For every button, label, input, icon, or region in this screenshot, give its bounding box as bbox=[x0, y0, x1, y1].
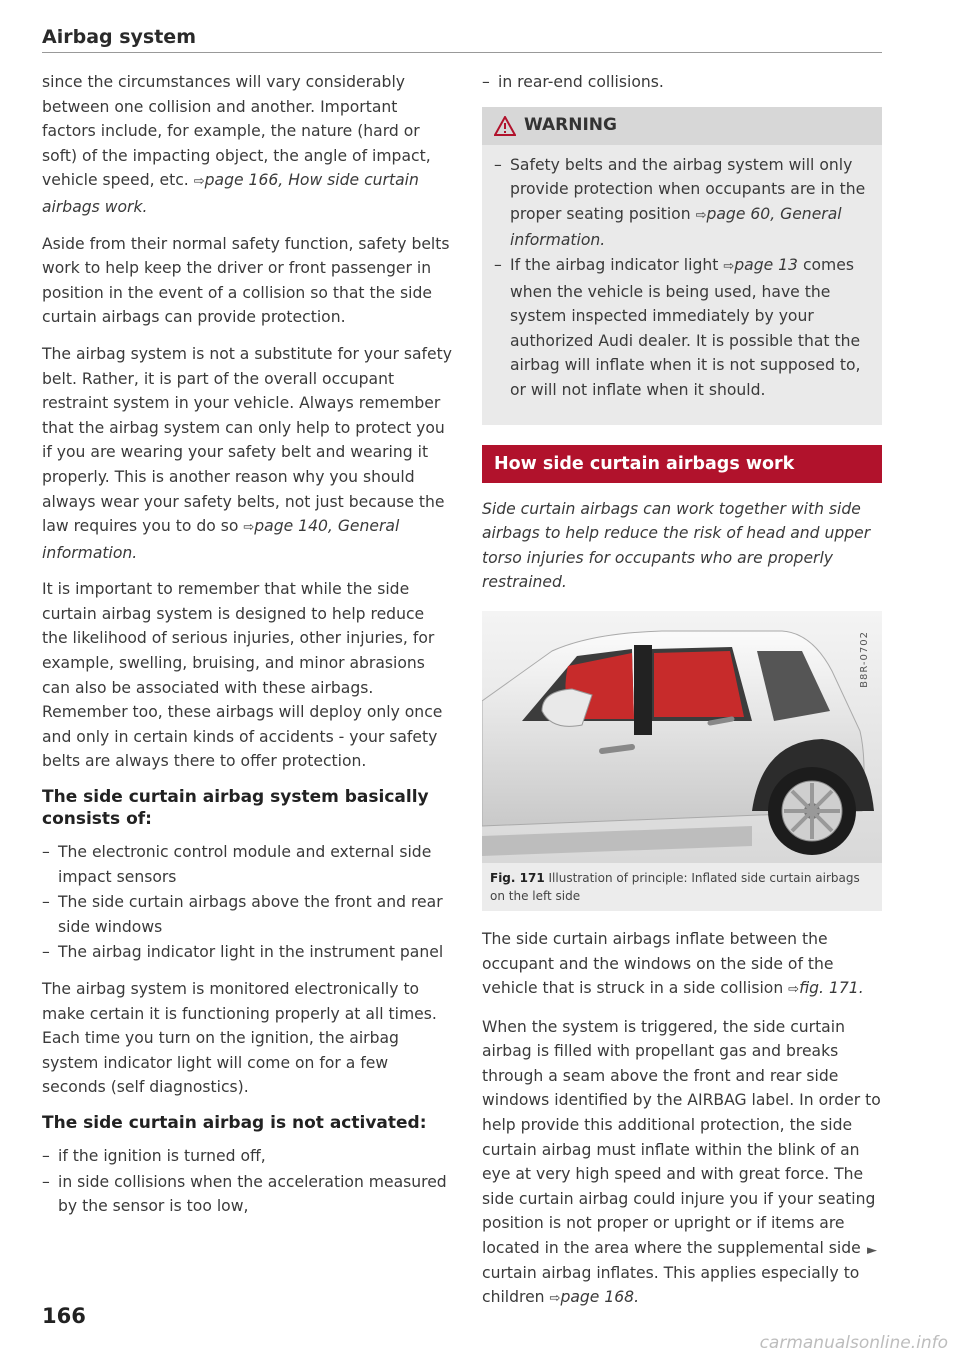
paragraph-inflate-between: The side curtain airbags inflate between the occupant and the windows on the side of the vehicle that is struck in a side collision ⇨fig. 171. bbox=[482, 929, 864, 998]
arrow-icon: ⇨ bbox=[549, 1291, 561, 1307]
list-item: – if the ignition is turned off, bbox=[42, 1144, 454, 1169]
rear-airbag bbox=[654, 651, 744, 717]
arrow-icon: ⇨ bbox=[723, 258, 735, 274]
warning-header bbox=[482, 107, 882, 145]
figure-171 bbox=[482, 611, 882, 911]
paragraph-monitored: The airbag system is monitored electronically to make certain it is functioning properly at all times. Each time you turn on the ignition, the airbag system indicator light will come on for a few seconds (self diagnostics). bbox=[42, 980, 437, 1097]
warning-body bbox=[482, 145, 882, 425]
list-item: – The electronic control module and external side impact sensors bbox=[42, 840, 454, 889]
warning-list bbox=[494, 153, 870, 403]
list-item: – The airbag indicator light in the instrument panel bbox=[42, 940, 454, 965]
warning-item: – If the airbag indicator light ⇨page 13 comes when the vehicle is being used, have the system inspected immediately by your authorized Audi dealer. It is possible that the airbag will inflate when it is not supposed to, or will not inflate when it should. bbox=[494, 253, 870, 403]
list-item: – in side collisions when the acceleration measured by the sensor is too low, bbox=[42, 1170, 454, 1219]
page-reference-link[interactable]: page 140, General information. bbox=[42, 517, 400, 562]
page-number: 166 bbox=[42, 1304, 86, 1328]
header-divider bbox=[42, 52, 882, 53]
page-reference-link[interactable]: page 168. bbox=[560, 1288, 640, 1307]
arrow-icon: ⇨ bbox=[695, 207, 707, 223]
continue-arrow-icon: ► bbox=[867, 1243, 877, 1258]
heading-system-consists: The side curtain airbag system basically consists of: bbox=[42, 787, 429, 830]
figure-caption-text: Illustration of principle: Inflated side curtain airbags on the left side bbox=[490, 870, 860, 903]
page-reference-link[interactable]: page 166, How side curtain airbags work. bbox=[42, 171, 419, 216]
warning-box bbox=[482, 107, 882, 425]
watermark: carmanualsonline.info bbox=[759, 1333, 948, 1353]
paragraph-not-substitute: The airbag system is not a substitute for your safety belt. Rather, it is part of the overall occupant restraint system in your vehicle. Always remember that the airbag system can only help to protect you if you are wearing your safety belt and wearing it properly. This is another reason why you should always wear your safety belts, not just because the law requires you to do so ⇨page 140, General information. bbox=[42, 344, 452, 562]
right-column bbox=[482, 70, 882, 1324]
paragraph-other-injuries: It is important to remember that while the side curtain airbag system is designed to help reduce the likelihood of serious injuries, other injuries, for example, swelling, bruising, and minor abrasions can also be associated with these airbags. Remember too, these airbags will deploy only once and only in certain kinds of accidents - your safety belts are always there to offer protection. bbox=[42, 580, 443, 771]
arrow-icon: ⇨ bbox=[243, 520, 255, 536]
page-header-title: Airbag system bbox=[42, 26, 196, 48]
paragraph-system-triggered: When the system is triggered, the side curtain airbag is filled with propellant gas and breaks through a seam above the front and rear side windows identified by the AIRBAG label. In order to help provide this additional protection, the side curtain airbag must inflate within the blink of an eye at very high speed and with great force. The side curtain airbag could injure you if your seating position is not proper or upright or if items are located in the area where the supplemental side curtain airbag inflates. This applies especially to children ⇨page 168. bbox=[482, 1017, 881, 1307]
figure-label: Fig. 171 bbox=[490, 870, 545, 885]
arrow-icon: ⇨ bbox=[193, 174, 205, 190]
figure-caption bbox=[482, 863, 882, 905]
car-side-curtain-airbag-illustration bbox=[482, 611, 882, 863]
not-activated-list bbox=[42, 1144, 454, 1219]
consists-list bbox=[42, 840, 454, 965]
left-column bbox=[42, 70, 454, 1231]
warning-item: – Safety belts and the airbag system will only provide protection when occupants are in the proper seating position ⇨page 60, General information. bbox=[494, 153, 870, 253]
warning-triangle-icon bbox=[494, 116, 516, 136]
list-item: – in rear-end collisions. bbox=[482, 70, 882, 95]
page-reference-link[interactable]: page 13 bbox=[734, 255, 798, 274]
paragraph-safety-belts: Aside from their normal safety function, safety belts work to help keep the driver or front passenger in position in the event of a collision so that the side curtain airbags can provide protection. bbox=[42, 234, 450, 327]
heading-not-activated: The side curtain airbag is not activated: bbox=[42, 1112, 427, 1133]
warning-title: WARNING bbox=[524, 115, 617, 136]
figure-reference-link[interactable]: fig. 171. bbox=[799, 979, 864, 998]
car-illustration bbox=[482, 611, 882, 863]
figure-code: B8R-0702 bbox=[859, 630, 871, 688]
continued-list bbox=[482, 70, 882, 95]
list-item: – The side curtain airbags above the front and rear side windows bbox=[42, 890, 454, 939]
page-reference-link[interactable]: page 60, General information. bbox=[510, 204, 842, 250]
paragraph-circumstances: since the circumstances will vary considerably between one collision and another. Important factors include, for example, the nature (hard or soft) of the impacting object, the angle of impact, vehicle speed, etc. ⇨page 166, How side curtain airbags work. bbox=[42, 73, 431, 216]
arrow-icon: ⇨ bbox=[788, 982, 800, 998]
section-intro: Side curtain airbags can work together with side airbags to help reduce the risk of head and upper torso injuries for occupants who are properly restrained. bbox=[482, 499, 871, 592]
section-title-bar: How side curtain airbags work bbox=[482, 445, 882, 483]
